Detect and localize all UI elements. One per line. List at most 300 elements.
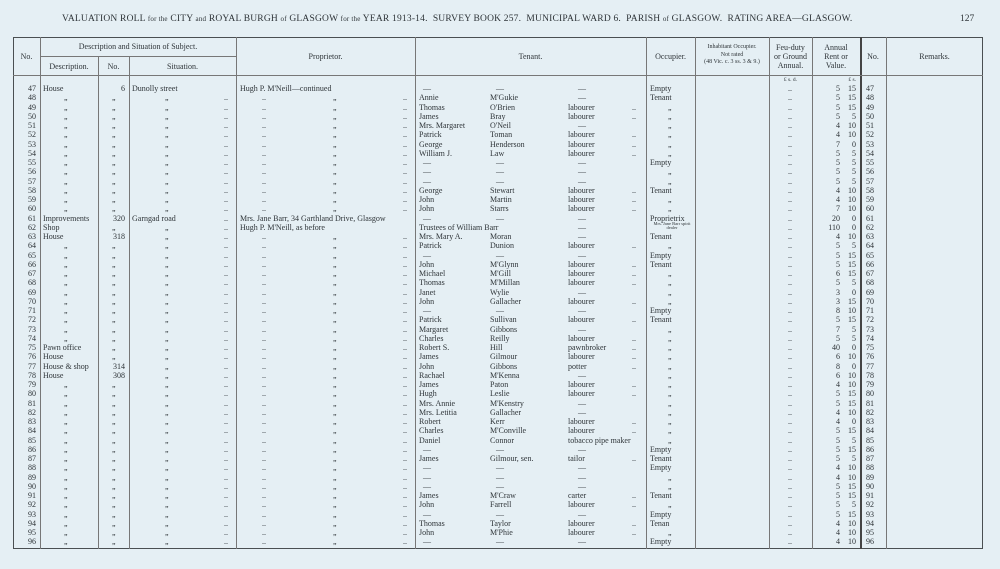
description: „ (64, 472, 68, 482)
situation-leader: .. (224, 352, 228, 362)
rent-pounds: 7 (836, 204, 840, 214)
tenant-occupation: labourer (568, 380, 595, 389)
proprietor-leader: .. (262, 361, 266, 371)
house-number: „ (112, 306, 116, 315)
occupier: Mrs. Jane Barr spirit dealer (653, 220, 691, 231)
proprietor: „ (333, 296, 337, 306)
rent-shillings: 5 (852, 158, 856, 167)
row-number-right: 89 (866, 472, 874, 482)
title-text: CITY (170, 14, 193, 24)
tenant-first-name: Mrs. Annie (419, 398, 455, 408)
house-number: „ (112, 130, 116, 140)
description: „ (64, 463, 68, 473)
table-row (0, 510, 1000, 519)
row-number-right: 79 (866, 380, 874, 389)
occupier: „ (668, 269, 672, 278)
description: „ (64, 278, 68, 288)
tenant-occupation: — (578, 407, 586, 417)
row-number: 65 (28, 250, 36, 260)
tenant-leader: .. (632, 417, 636, 426)
table-row (0, 315, 1000, 324)
proprietor-leader: .. (403, 287, 407, 297)
header-no: No. (20, 52, 33, 61)
tenant-first-name: James (419, 352, 439, 362)
table-row (0, 352, 1000, 361)
table-row (0, 343, 1000, 352)
row-number-right: 82 (866, 407, 874, 417)
rent-pounds: 5 (836, 509, 840, 519)
description: House (43, 370, 64, 380)
tenant-occupation: labourer (568, 296, 595, 306)
row-number: 70 (28, 296, 36, 306)
feu-duty-leader: .. (788, 241, 792, 251)
house-number: „ (112, 333, 116, 343)
description: „ (64, 111, 68, 121)
proprietor-leader: .. (262, 232, 266, 241)
proprietor-leader: .. (403, 259, 407, 269)
proprietor-leader: .. (403, 417, 407, 426)
description: „ (64, 537, 68, 547)
house-number: „ (112, 269, 116, 278)
proprietor-leader: .. (403, 148, 407, 158)
tenant-first-name: — (423, 167, 431, 177)
occupier: „ (668, 352, 672, 362)
occupier: „ (668, 241, 672, 251)
tenant-occupation: labourer (568, 315, 595, 325)
tenant-first-name: — (423, 306, 431, 315)
tenant-leader: .. (632, 361, 636, 371)
rent-shillings: 5 (852, 241, 856, 251)
rent-shillings: 15 (848, 102, 856, 112)
table-row (0, 278, 1000, 287)
situation: „ (165, 435, 169, 445)
header-line: Inhabitant Occupier. (707, 44, 757, 50)
header-tenant: Tenant. (518, 52, 543, 61)
rent-shillings: 10 (848, 537, 856, 547)
occupier: „ (668, 417, 672, 426)
tenant-occupation: — (578, 93, 586, 103)
rent-pounds: 5 (836, 389, 840, 399)
house-number: „ (112, 204, 116, 214)
house-number: „ (112, 259, 116, 269)
house-number: „ (112, 102, 116, 112)
situation: „ (165, 296, 169, 306)
tenant-surname: Henderson (490, 139, 525, 149)
occupier: Tenant (650, 259, 672, 269)
tenant-leader: .. (632, 102, 636, 112)
rent-shillings: 5 (852, 333, 856, 343)
header-description-group: Description and Situation of Subject. (78, 42, 198, 51)
description: „ (64, 269, 68, 278)
tenant-surname: — (496, 167, 504, 177)
proprietor-leader: .. (403, 361, 407, 371)
proprietor-leader: .. (403, 102, 407, 112)
proprietor: „ (333, 370, 337, 380)
header-line: Rent or (824, 52, 848, 61)
table-row (0, 491, 1000, 500)
occupier: „ (668, 435, 672, 445)
header-line: Feu-duty (776, 43, 805, 52)
proprietor-leader: .. (262, 343, 266, 352)
description: „ (64, 444, 68, 454)
tenant-occupation: — (578, 398, 586, 408)
row-number-right: 50 (866, 111, 874, 121)
tenant-first-name: James (419, 491, 439, 500)
tenant-occupation: labourer (568, 241, 595, 251)
feu-duty-leader: .. (788, 407, 792, 417)
situation-leader: .. (224, 130, 228, 140)
feu-duty-leader: .. (788, 472, 792, 482)
feu-duty-leader: .. (788, 426, 792, 436)
occupier: „ (668, 111, 672, 121)
rent-pounds: 4 (836, 130, 840, 140)
proprietor-leader: .. (262, 454, 266, 463)
tenant-surname: M'Millan (490, 278, 520, 288)
tenant-leader: .. (632, 185, 636, 195)
feu-duty-leader: .. (788, 121, 792, 130)
proprietor-leader: .. (403, 444, 407, 454)
proprietor-leader: .. (262, 370, 266, 380)
situation: „ (165, 417, 169, 426)
house-number: „ (112, 195, 116, 204)
feu-units: £ s. d. (783, 77, 798, 83)
situation-leader: .. (224, 518, 228, 528)
tenant-first-name: — (423, 176, 431, 186)
table-row (0, 214, 1000, 223)
tenant-first-name: John (419, 296, 435, 306)
proprietor: „ (333, 139, 337, 149)
tenant-leader: .. (632, 269, 636, 278)
row-number-right: 47 (866, 84, 874, 93)
tenant-occupation: — (578, 481, 586, 491)
row-number-right: 52 (866, 130, 874, 140)
rent-shillings: 0 (852, 213, 856, 223)
row-number-right: 72 (866, 315, 874, 325)
situation: „ (165, 269, 169, 278)
table-row (0, 186, 1000, 195)
feu-duty-leader: .. (788, 287, 792, 297)
tenant-surname: Starrs (490, 204, 509, 214)
tenant-occupation: — (578, 463, 586, 473)
rent-pounds: 4 (836, 380, 840, 389)
tenant-leader: .. (632, 343, 636, 352)
proprietor-leader: .. (262, 380, 266, 389)
proprietor: „ (333, 259, 337, 269)
title-text: VALUATION ROLL (62, 14, 146, 24)
occupier: „ (668, 481, 672, 491)
header-line: or Ground (773, 52, 808, 61)
title-text: and (195, 15, 207, 23)
proprietor-leader: .. (403, 426, 407, 436)
table-row (0, 463, 1000, 472)
feu-duty-leader: .. (788, 232, 792, 241)
tenant-surname: Toman (490, 130, 513, 140)
tenant-first-name: Robert (419, 417, 441, 426)
proprietor-leader: .. (403, 509, 407, 519)
situation-leader: .. (224, 407, 228, 417)
situation: „ (165, 343, 169, 352)
rent-shillings: 5 (852, 167, 856, 177)
house-number: „ (112, 148, 116, 158)
situation-leader: .. (224, 472, 228, 482)
proprietor: „ (333, 232, 337, 241)
row-number-right: 76 (866, 352, 874, 362)
proprietor-leader: .. (262, 333, 266, 343)
tenant-surname: — (496, 509, 504, 519)
situation: „ (165, 306, 169, 315)
feu-duty-leader: .. (788, 250, 792, 260)
proprietor: „ (333, 380, 337, 389)
row-number-right: 67 (866, 269, 874, 278)
proprietor: „ (333, 352, 337, 362)
table-row (0, 380, 1000, 389)
table-row (0, 426, 1000, 435)
row-number: 83 (28, 417, 36, 426)
tenant-surname: Connor (490, 435, 514, 445)
tenant-first-name: John (419, 528, 435, 537)
rent-shillings: 15 (848, 259, 856, 269)
rent-shillings: 0 (852, 361, 856, 371)
header-proprietor: Proprietor. (308, 52, 343, 61)
rent-pounds: 5 (836, 250, 840, 260)
proprietor: „ (333, 417, 337, 426)
row-number-right: 73 (866, 324, 874, 334)
feu-duty-leader: .. (788, 259, 792, 269)
table-row (0, 103, 1000, 112)
tenant-first-name: Thomas (419, 278, 445, 288)
rent-shillings: 15 (848, 481, 856, 491)
house-number: „ (112, 315, 116, 325)
feu-duty-leader: .. (788, 343, 792, 352)
situation: „ (165, 398, 169, 408)
description: House & shop (43, 361, 89, 371)
situation-leader: .. (224, 222, 228, 232)
tenant-first-name: John (419, 204, 435, 214)
row-number-right: 77 (866, 361, 874, 371)
description: „ (64, 130, 68, 140)
proprietor-leader: .. (403, 204, 407, 214)
tenant-occupation: — (578, 444, 586, 454)
page-number: 127 (960, 14, 975, 24)
situation-leader: .. (224, 102, 228, 112)
table-row (0, 528, 1000, 537)
proprietor: „ (333, 167, 337, 177)
rent-shillings: 10 (848, 407, 856, 417)
proprietor-leader: .. (403, 111, 407, 121)
rent-pounds: 5 (836, 167, 840, 177)
table-row (0, 297, 1000, 306)
situation: „ (165, 370, 169, 380)
proprietor-leader: .. (403, 333, 407, 343)
situation-leader: .. (224, 269, 228, 278)
tenant-occupation: labourer (568, 111, 595, 121)
tenant-leader: .. (632, 139, 636, 149)
proprietor-leader: .. (403, 407, 407, 417)
occupier: „ (668, 102, 672, 112)
row-number-right: 92 (866, 500, 874, 510)
house-number: „ (112, 417, 116, 426)
tenant-surname: — (496, 306, 504, 315)
tenant-occupation: labourer (568, 352, 595, 362)
row-number-right: 91 (866, 491, 874, 500)
occupier: Tenant (650, 491, 672, 500)
row-number: 92 (28, 500, 36, 510)
rent-shillings: 10 (848, 306, 856, 315)
description: „ (64, 528, 68, 537)
house-number: „ (112, 518, 116, 528)
feu-duty-leader: .. (788, 518, 792, 528)
row-number-right: 94 (866, 518, 874, 528)
row-number: 84 (28, 426, 36, 436)
description: „ (64, 93, 68, 103)
tenant-surname: Wylie (490, 287, 510, 297)
house-number: 318 (113, 232, 125, 241)
tenant-first-name: Michael (419, 269, 446, 278)
proprietor-leader: .. (262, 444, 266, 454)
feu-duty-leader: .. (788, 306, 792, 315)
situation-leader: .. (224, 306, 228, 315)
rent-pounds: 6 (836, 370, 840, 380)
table-row (0, 362, 1000, 371)
table-row (0, 473, 1000, 482)
rent-shillings: 10 (848, 130, 856, 140)
row-number: 79 (28, 380, 36, 389)
tenant-leader: .. (632, 148, 636, 158)
proprietor-leader: .. (262, 111, 266, 121)
table-row (0, 454, 1000, 463)
tenant-occupation: — (578, 213, 586, 223)
table-row (0, 220, 1000, 232)
description: „ (64, 296, 68, 306)
house-number: „ (112, 509, 116, 519)
row-number-right: 69 (866, 287, 874, 297)
tenant-first-name: — (423, 472, 431, 482)
house-number: „ (112, 121, 116, 130)
tenant-surname: O'Brien (490, 102, 515, 112)
tenant-first-name: Thomas (419, 518, 445, 528)
tenant-leader: .. (632, 241, 636, 251)
occupier: „ (668, 324, 672, 334)
tenant-surname: — (496, 84, 504, 93)
tenant-first-name: — (423, 158, 431, 167)
situation-leader: .. (224, 213, 228, 223)
row-number: 86 (28, 444, 36, 454)
row-number-right: 75 (866, 343, 874, 352)
proprietor-leader: .. (262, 259, 266, 269)
proprietor-leader: .. (403, 130, 407, 140)
tenant-surname: — (496, 444, 504, 454)
situation: „ (165, 444, 169, 454)
tenant-occupation: labourer (568, 259, 595, 269)
feu-duty-leader: .. (788, 389, 792, 399)
occupier: Empty (650, 537, 672, 547)
tenant-first-name: Daniel (419, 435, 441, 445)
proprietor: „ (333, 343, 337, 352)
row-number: 75 (28, 343, 36, 352)
house-number: „ (112, 324, 116, 334)
proprietor-leader: .. (262, 528, 266, 537)
tenant-occupation: — (578, 84, 586, 93)
feu-duty-leader: .. (788, 111, 792, 121)
rent-pounds: 4 (836, 472, 840, 482)
proprietor: „ (333, 121, 337, 130)
tenant-first-name: — (423, 509, 431, 519)
tenant-surname: O'Neil (490, 121, 511, 130)
situation: „ (165, 222, 169, 232)
row-number: 72 (28, 315, 36, 325)
tenant-surname: Stewart (490, 185, 515, 195)
situation-leader: .. (224, 158, 228, 167)
tenant-occupation: — (578, 232, 586, 241)
rent-pounds: 4 (836, 528, 840, 537)
row-number: 51 (28, 121, 36, 130)
row-number: 47 (28, 84, 36, 93)
feu-duty-leader: .. (788, 352, 792, 362)
description: Shop (43, 222, 60, 232)
proprietor-leader: .. (262, 269, 266, 278)
rent-pounds: 5 (836, 454, 840, 463)
rent-shillings: 15 (848, 315, 856, 325)
proprietor-leader: .. (403, 500, 407, 510)
description: „ (64, 454, 68, 463)
feu-duty-leader: .. (788, 444, 792, 454)
tenant-occupation: labourer (568, 130, 595, 140)
situation: „ (165, 518, 169, 528)
tenant-leader: .. (632, 296, 636, 306)
description: „ (64, 380, 68, 389)
row-number-right: 57 (866, 176, 874, 186)
proprietor-leader: .. (262, 287, 266, 297)
tenant-leader: .. (632, 195, 636, 204)
situation-leader: .. (224, 444, 228, 454)
rent-pounds: 5 (836, 111, 840, 121)
occupier: „ (668, 500, 672, 510)
proprietor-leader: .. (262, 204, 266, 214)
row-number: 61 (28, 213, 36, 223)
header-rule (40, 56, 236, 57)
description: „ (64, 333, 68, 343)
proprietor-leader: .. (403, 352, 407, 362)
table-row (0, 399, 1000, 408)
tenant-leader: .. (632, 204, 636, 214)
table-row (0, 204, 1000, 213)
row-number-right: 85 (866, 435, 874, 445)
situation: „ (165, 509, 169, 519)
proprietor-leader: .. (262, 491, 266, 500)
row-number: 57 (28, 176, 36, 186)
feu-duty-leader: .. (788, 491, 792, 500)
row-number-right: 49 (866, 102, 874, 112)
tenant-occupation: — (578, 306, 586, 315)
proprietor: „ (333, 389, 337, 399)
rent-shillings: 5 (852, 435, 856, 445)
rent-shillings: 10 (848, 121, 856, 130)
situation-leader: .. (224, 121, 228, 130)
description: „ (64, 389, 68, 399)
proprietor: „ (333, 158, 337, 167)
situation-leader: .. (224, 491, 228, 500)
table-row (0, 436, 1000, 445)
house-number: „ (112, 481, 116, 491)
rent-pounds: 4 (836, 463, 840, 473)
tenant-first-name: — (423, 84, 431, 93)
tenant-leader: .. (632, 111, 636, 121)
proprietor: „ (333, 491, 337, 500)
tenant-surname: — (496, 158, 504, 167)
proprietor: „ (333, 195, 337, 204)
row-number: 89 (28, 472, 36, 482)
header-occupier: Occupier. (655, 52, 686, 61)
